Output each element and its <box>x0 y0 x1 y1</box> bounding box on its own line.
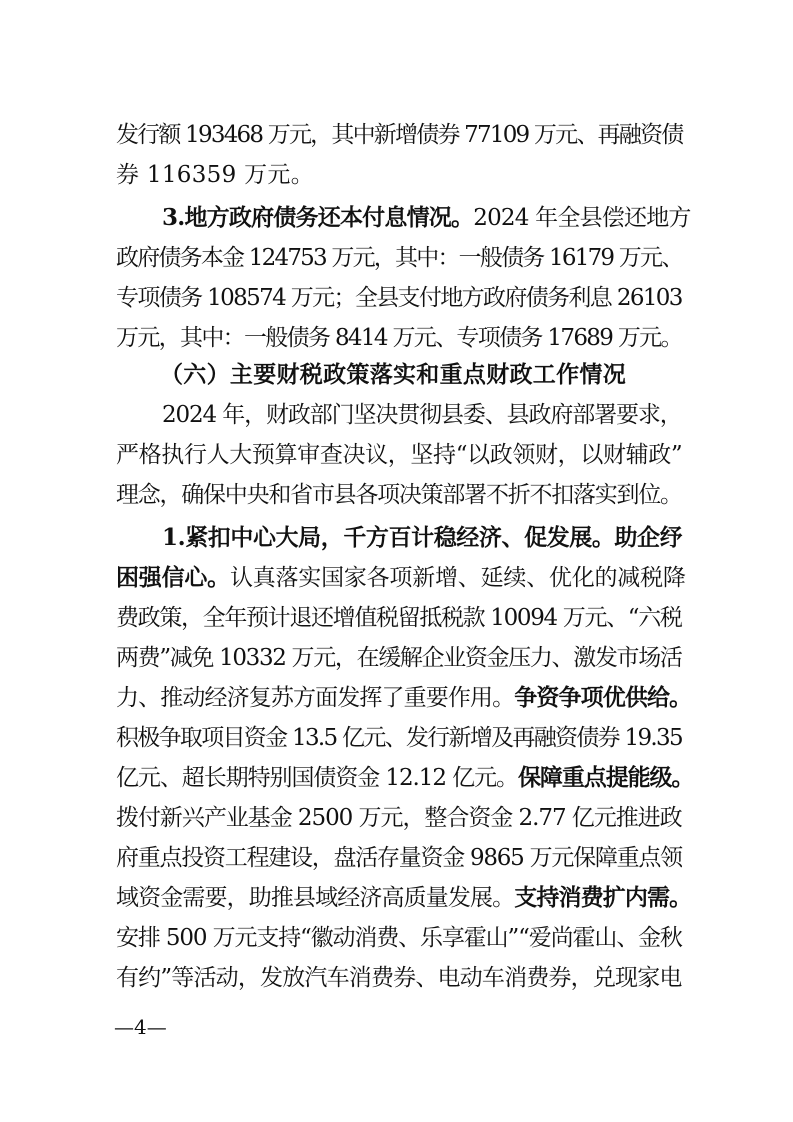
paragraph-line: 有约”等活动，发放汽车消费券、电动车消费券，兑现家电 <box>116 965 682 991</box>
paragraph-line: 两费”减免 10332 万元，在缓解企业资金压力、激发市场活 <box>116 645 682 671</box>
bold-lead: 保障重点提能级。 <box>517 764 694 791</box>
paragraph-line: 券 116359 万元。 <box>116 162 315 188</box>
paragraph-line: 理念，确保中央和省市县各项决策部署不折不扣落实到位。 <box>116 482 682 508</box>
paragraph-line: 费政策，全年预计退还增值税留抵税款 10094 万元、“六税 <box>116 605 682 631</box>
page-number: —4— <box>114 1015 167 1039</box>
paragraph-line <box>116 883 692 913</box>
paragraph-line: 万元，其中：一般债务 8414 万元、专项债务 17689 万元。 <box>116 325 682 351</box>
bold-lead: 困强信心。 <box>116 564 230 591</box>
debt-repayment-title: 3.地方政府债务还本付息情况。 <box>162 204 474 231</box>
bold-lead: 支持消费扩内需。 <box>514 884 692 911</box>
inline-text: 2024 年全县偿还地方 <box>473 205 691 231</box>
paragraph-line <box>116 763 694 793</box>
paragraph-line: 政府债务本金 124753 万元，其中：一般债务 16179 万元、 <box>116 245 683 271</box>
section-heading: （六）主要财税政策落实和重点财政工作情况 <box>160 362 626 388</box>
bold-lead: 争资争项优供给。 <box>514 684 692 711</box>
item1-title: 1.紧扣中心大局，千方百计稳经济、促发展。助企纾 <box>162 524 683 551</box>
paragraph-line: 发行额 193468 万元，其中新增债券 77109 万元、再融资债 <box>116 122 683 148</box>
paragraph-line: 安排 500 万元支持“徽动消费、乐享霍山”“爱尚霍山、金秋 <box>116 925 682 951</box>
paragraph-line: 积极争取项目资金 13.5 亿元、发行新增及再融资债券 19.35 <box>116 725 682 751</box>
inline-text: 认真落实国家各项新增、延续、优化的减税降 <box>229 565 686 591</box>
paragraph-line <box>162 203 691 233</box>
paragraph-line <box>116 683 692 713</box>
inline-text: 力、推动经济复苏方面发挥了重要作用。 <box>116 685 515 711</box>
inline-text: 亿元、超长期特别国债资金 12.12 亿元。 <box>116 765 518 791</box>
inline-text: 域资金需要，助推县域经济高质量发展。 <box>116 885 515 911</box>
paragraph-line: 府重点投资工程建设，盘活存量资金 9865 万元保障重点领 <box>116 845 682 871</box>
paragraph-line: 拨付新兴产业基金 2500 万元，整合资金 2.77 亿元推进政 <box>116 805 682 831</box>
paragraph-line: 专项债务 108574 万元；全县支付地方政府债务利息 26103 <box>116 285 682 311</box>
paragraph-line: 严格执行人大预算审查决议，坚持“以政领财，以财辅政” <box>116 442 683 468</box>
paragraph-line <box>116 563 686 593</box>
paragraph-line: 2024 年，财政部门坚决贯彻县委、县政府部署要求， <box>162 402 682 428</box>
